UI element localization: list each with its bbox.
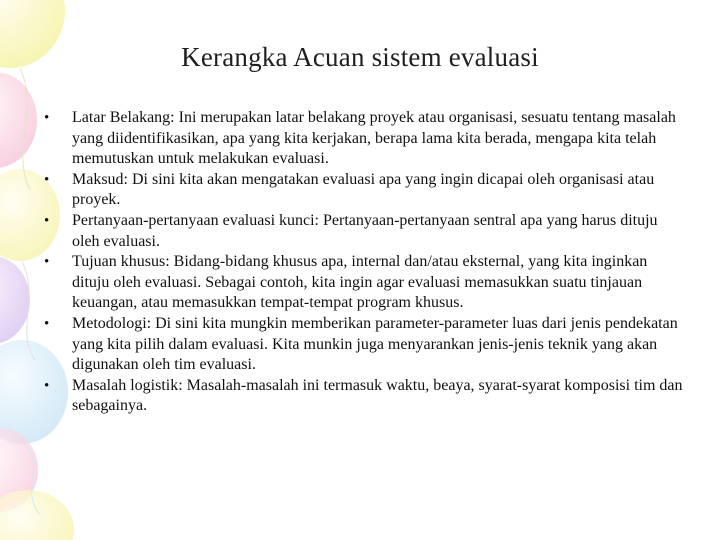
bullet-dot: • <box>44 254 50 271</box>
bullet-text: Pertanyaan-pertanyaan evaluasi kunci: Pertanyaan-pertanyaan sentral apa yang harus dituju oleh evaluasi. <box>72 211 658 250</box>
bullet-item-masalah-logistik <box>44 376 684 417</box>
bullet-item-latar-belakang <box>44 108 684 170</box>
bullet-text: Tujuan khusus: Bidang-bidang khusus apa, internal dan/atau eksternal, yang kita inginkan dituju oleh evaluasi. Sebagai contoh, kita ingin agar evaluasi memasukkan suatu tinjauan keuangan, atau memasukkan tempat-tempat program khusus. <box>72 253 648 312</box>
bullet-text: Metodologi: Di sini kita mungkin memberikan parameter-parameter luas dari jenis pendekatan yang kita pilih dalam evaluasi. Kita munkin juga menyarankan jenis-jenis teknik yang akan digunakan oleh tim evaluasi. <box>72 314 678 374</box>
bullet-dot: • <box>44 212 50 229</box>
bullet-item-metodologi <box>44 314 684 376</box>
bullet-dot: • <box>44 377 50 394</box>
bullet-text: Masalah logistik: Masalah-masalah ini termasuk waktu, beaya, syarat-syarat komposisi tim dan sebagainya. <box>72 376 683 415</box>
bullet-item-maksud <box>44 170 684 211</box>
bullet-item-tujuan-khusus <box>44 252 684 314</box>
bullet-list <box>44 108 684 417</box>
slide-title: Kerangka Acuan sistem evaluasi <box>181 42 539 72</box>
bullet-item-pertanyaan <box>44 211 684 252</box>
bullet-dot: • <box>44 110 50 126</box>
bullet-text: Latar Belakang: Ini merupakan latar belakang proyek atau organisasi, sesuatu tentang masalah yang diidentifikasikan, apa yang kita kerjakan, berapa lama kita berada, mengapa kita telah memutuskan untuk melakukan evaluasi. <box>72 109 676 168</box>
bullet-dot: • <box>44 171 50 188</box>
bullet-text: Maksud: Di sini kita akan mengatakan evaluasi apa yang ingin dicapai oleh organisasi atau proyek. <box>72 170 655 209</box>
bullet-dot: • <box>44 315 50 332</box>
